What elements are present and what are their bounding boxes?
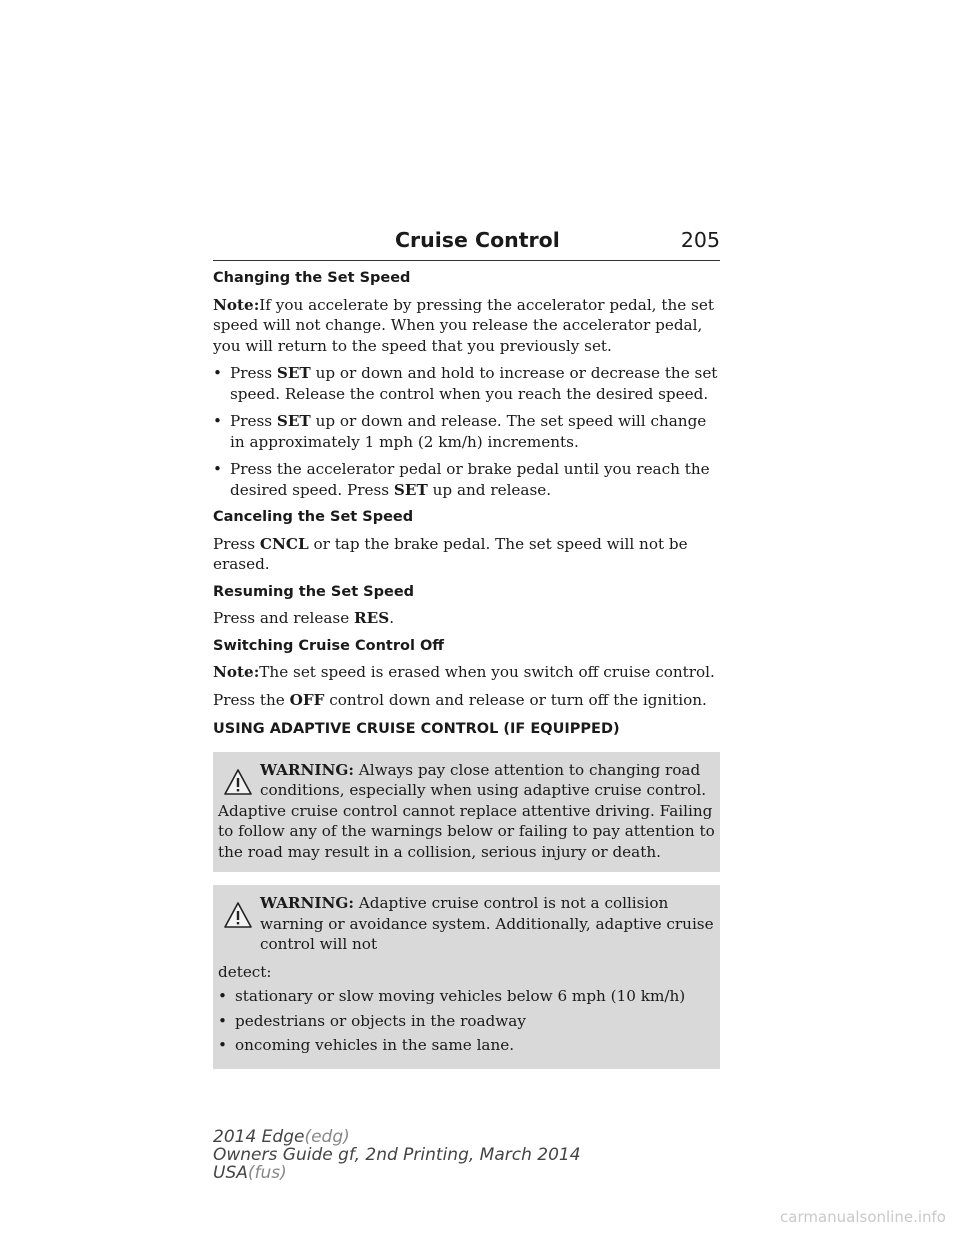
- warning-triangle-icon: [223, 901, 253, 929]
- warning-triangle-icon: [223, 768, 253, 796]
- list-item: [213, 459, 720, 500]
- bullet-icon: •: [218, 1011, 227, 1030]
- warning-label: WARNING:: [260, 894, 354, 912]
- chapter-title: Cruise Control: [395, 228, 560, 252]
- control-name: RES: [354, 609, 390, 627]
- document-footer: [213, 1128, 581, 1182]
- page-body: [213, 268, 720, 1082]
- control-name: SET: [276, 364, 311, 382]
- heading-adaptive-cruise: USING ADAPTIVE CRUISE CONTROL (IF EQUIPPED): [213, 721, 620, 737]
- note-text: The set speed is erased when you switch off cruise control.: [259, 663, 715, 681]
- heading-canceling-set-speed: Canceling the Set Speed: [213, 509, 414, 525]
- note-text: If you accelerate by pressing the accelerator pedal, the set speed will not change. When you release the accelerator pedal, you will return to the speed that you previously set.: [213, 295, 714, 355]
- bullet-text: up and release.: [427, 480, 552, 499]
- list-item: [218, 1035, 715, 1056]
- paragraph-canceling: [213, 534, 720, 575]
- footer-market: USA: [213, 1163, 248, 1183]
- paragraph-text: Press the: [213, 690, 290, 709]
- footer-line: Owners Guide gf, 2nd Printing, March 2014: [213, 1145, 581, 1165]
- bullet-icon: •: [213, 460, 222, 478]
- note-switching: [213, 662, 720, 683]
- footer-line: [213, 1128, 581, 1146]
- paragraph-text: Press: [213, 534, 260, 553]
- note-label: Note:: [213, 663, 260, 681]
- footer-line: [213, 1164, 581, 1182]
- bullet-icon: •: [213, 412, 222, 430]
- bullet-text: pedestrians or objects in the roadway: [235, 1011, 526, 1030]
- heading-switching-off: Switching Cruise Control Off: [213, 637, 445, 654]
- heading-resuming-set-speed: Resuming the Set Speed: [213, 583, 415, 600]
- paragraph-text: or tap the brake pedal. The set speed will not be erased.: [213, 534, 688, 573]
- page-number: 205: [680, 228, 720, 252]
- paragraph-resuming: [213, 608, 720, 629]
- bullet-text: oncoming vehicles in the same lane.: [235, 1036, 515, 1054]
- bullet-text: Press the accelerator pedal or brake pedal until you reach the desired speed. Press: [230, 460, 710, 499]
- footer-model: 2014 Edge: [213, 1127, 305, 1147]
- bullet-text: stationary or slow moving vehicles below 6 mph (10 km/h): [235, 987, 686, 1005]
- control-name: OFF: [289, 690, 325, 709]
- note-changing: [213, 295, 720, 357]
- warning-box: [213, 885, 720, 1069]
- bullet-icon: •: [218, 987, 227, 1005]
- page-header: [213, 228, 720, 261]
- control-name: SET: [276, 412, 311, 430]
- watermark: carmanualsonline.info: [780, 1208, 946, 1226]
- list-item: [213, 363, 720, 404]
- footer-code: (fus): [247, 1163, 287, 1183]
- paragraph-text: control down and release or turn off the ignition.: [324, 690, 707, 709]
- warning-body: Adaptive cruise control cannot replace attentive driving. Failing to follow any of the warnings below or failing to pay attention to the road may result in a collision, serious injury or death.: [218, 801, 715, 861]
- bullet-text: Press: [230, 412, 277, 430]
- paragraph-text: .: [389, 609, 395, 627]
- list-item: [218, 1011, 715, 1032]
- heading-changing-set-speed: Changing the Set Speed: [213, 270, 411, 286]
- paragraph-text: Press and release: [213, 609, 355, 627]
- control-name: SET: [393, 480, 428, 499]
- footer-code: (edg): [304, 1127, 350, 1147]
- warning-label: WARNING:: [260, 760, 354, 779]
- bullet-icon: •: [218, 1036, 227, 1054]
- list-item: [218, 986, 715, 1007]
- note-label: Note:: [213, 295, 260, 314]
- bullet-icon: •: [213, 364, 222, 382]
- paragraph-switching: [213, 690, 720, 711]
- control-name: CNCL: [259, 534, 309, 553]
- warning-box: [213, 752, 720, 873]
- bullet-text: Press: [230, 364, 277, 382]
- warning-text: Adaptive cruise control is not a collision warning or avoidance system. Additionally, adaptive cruise control will not: [260, 894, 714, 953]
- warning-text: Always pay close attention to changing road conditions, especially when using adaptive cruise control.: [260, 760, 707, 799]
- warning-body: detect:: [218, 962, 272, 981]
- bullet-text: up or down and hold to increase or decrease the set speed. Release the control when you reach the desired speed.: [230, 364, 718, 403]
- bullet-text: up or down and release. The set speed will change in approximately 1 mph (2 km/h) increments.: [230, 412, 707, 451]
- list-item: [213, 411, 720, 452]
- warning-header: [218, 760, 715, 801]
- warning-header: [218, 893, 715, 955]
